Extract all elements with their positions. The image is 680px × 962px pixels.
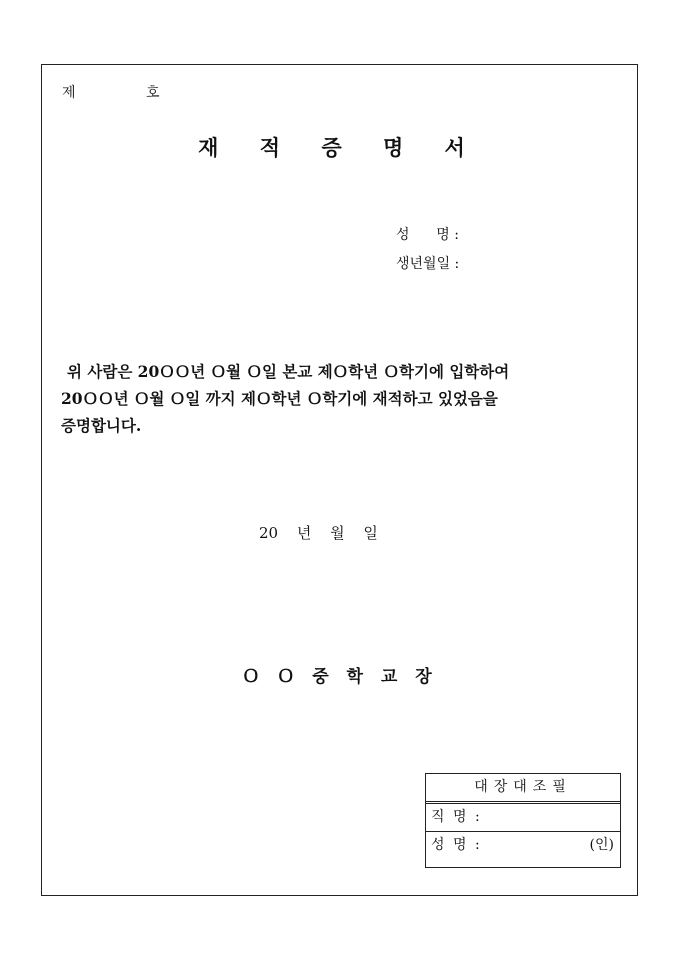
certification-statement bbox=[61, 358, 631, 439]
seal-mark: (인) bbox=[589, 837, 614, 853]
position-label: 직 명 : bbox=[431, 809, 482, 825]
document-number-prefix: 제 bbox=[62, 85, 76, 101]
ledger-verification-header: 대장대조필 bbox=[426, 774, 620, 804]
name-field-label bbox=[396, 224, 459, 244]
birthdate-field-label: 생년월일 : bbox=[396, 256, 460, 272]
statement-line: 위 사람은 20ＯＯ년 Ｏ월 Ｏ일 본교 제Ｏ학년 Ｏ학기에 입학하여 bbox=[67, 362, 510, 381]
ledger-verification-box bbox=[425, 773, 621, 868]
signer-name-row bbox=[426, 832, 620, 859]
principal-signature: Ｏ Ｏ 중 학 교 장 bbox=[242, 667, 438, 687]
statement-line: 20ＯＯ년 Ｏ월 Ｏ일 까지 제Ｏ학년 Ｏ학기에 재적하고 있었음을 bbox=[61, 389, 498, 408]
document-number-suffix: 호 bbox=[145, 85, 160, 101]
position-row bbox=[426, 804, 620, 832]
document-number bbox=[62, 82, 160, 102]
name-label: 성 명 : bbox=[396, 227, 459, 243]
signer-name-label: 성 명 : bbox=[431, 837, 482, 853]
issue-date: 20 년 월 일 bbox=[259, 524, 378, 542]
statement-line: 증명합니다. bbox=[61, 416, 142, 435]
document-title: 재 적 증 명 서 bbox=[198, 135, 482, 160]
document-border bbox=[41, 64, 638, 896]
